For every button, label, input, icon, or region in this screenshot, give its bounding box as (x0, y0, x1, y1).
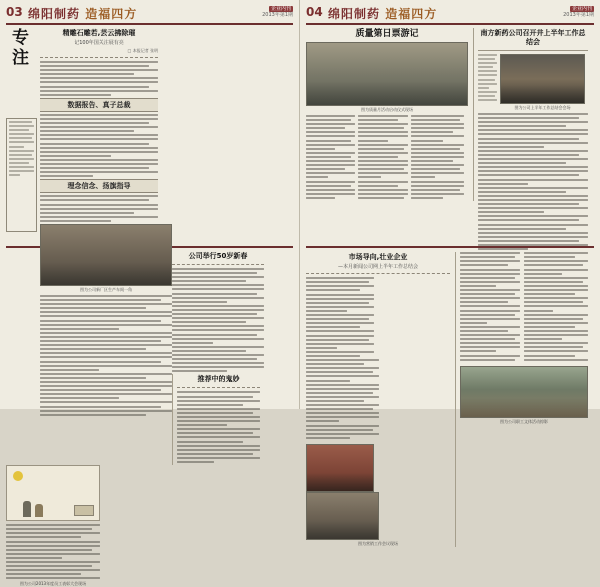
right-top-left-headline: 质量第日票游记 (355, 29, 419, 39)
right-bottom-right-article (456, 252, 588, 425)
editor-note-box (6, 118, 37, 232)
publication-logo-left: 企业内刊 (270, 6, 291, 12)
page-right (300, 0, 600, 546)
bottom-left-caption: 图为公司2013年度员工表彰大会现场 (19, 581, 87, 587)
calligraphy-title: 专注 (8, 28, 28, 68)
right-bottom-headline: 市场导向,壮业企业 (348, 253, 408, 262)
person-figure-icon (23, 501, 31, 517)
right-top-right-photo (500, 54, 585, 104)
bottom-left-headline: 公司举行50岁新春 (188, 252, 248, 260)
bottom-left-article (172, 251, 268, 374)
right-top-left-col-3 (411, 115, 464, 201)
right-bottom-photo-1 (306, 444, 374, 492)
right-top-right-article (474, 28, 588, 252)
right-top-left-caption: 图为质量月活动启动仪式现场 (361, 107, 413, 112)
lead-headline-2: 记100年国关注展有亮 (74, 40, 124, 46)
bottom-mid-headline: 推荐中的鬼妙 (197, 375, 240, 384)
right-bottom-subheadline: —本月新闻公司网上半年工作总结会 (337, 264, 418, 271)
masthead-title-right (328, 5, 437, 22)
masthead-sub-left: 造福四方 (85, 7, 138, 21)
lead-body-b (40, 114, 158, 177)
masthead-sub-right: 造福四方 (385, 7, 438, 21)
masthead-right (306, 5, 594, 25)
right-top-left-photo (306, 42, 468, 106)
right-bottom-right-col-2 (524, 252, 588, 363)
masthead-meta-left (262, 6, 293, 18)
right-top-right-vert-col (478, 54, 500, 103)
section-head-2: 理念信念、扬旗指导 (40, 179, 158, 193)
page-number-left: 03 (6, 5, 23, 19)
right-bottom-right-col-1 (460, 252, 524, 363)
section-head-1: 数据报告、真子总裁 (40, 98, 158, 112)
right-top-left-article (306, 28, 474, 201)
lead-body-a (40, 61, 158, 96)
lead-headline-1: 精雕石雕若,芸云拂除璀 (62, 29, 136, 37)
right-bottom-photo-2 (306, 492, 379, 540)
right-bottom-col-1 (306, 277, 378, 359)
right-top-right-headline: 南方新药公司召开井上半年工作总结会 (480, 29, 586, 46)
lead-body-d (40, 295, 172, 416)
right-bottom-photo-col-2 (306, 492, 379, 540)
right-bottom-photo-col-1 (306, 444, 378, 492)
lead-photo-column (40, 224, 172, 418)
right-top-left-col-2 (358, 115, 411, 201)
bottom-mid-body (177, 391, 260, 463)
bottom-right-cartoon-column (6, 465, 100, 587)
masthead-left (6, 5, 293, 25)
masthead-main-right: 绵阳制药 (328, 7, 381, 21)
right-bottom-left-article (306, 252, 456, 547)
publication-logo-right: 企业内刊 (571, 6, 592, 12)
lead-body-c (40, 195, 158, 222)
vertical-title-column (6, 28, 40, 243)
person-figure-secondary-icon (35, 504, 43, 517)
bottom-right-body (6, 524, 100, 579)
lead-photo (40, 224, 172, 286)
bottom-left-body (172, 268, 264, 372)
book-icon (74, 505, 94, 516)
right-top-left-col-1 (306, 115, 358, 201)
issue-label-right: 2013年第1期 (563, 12, 594, 18)
issue-label-left: 2013年第1期 (262, 12, 293, 18)
cartoon-illustration (6, 465, 100, 521)
right-bottom-col-2 (306, 359, 379, 441)
page-number-right: 04 (306, 5, 323, 19)
lead-photo-caption: 图为公司新厂区生产车间一角 (80, 287, 132, 292)
masthead-meta-right (563, 6, 594, 18)
masthead-main-left: 绵阳制药 (28, 7, 81, 21)
lead-article (40, 28, 162, 224)
right-bottom-right-photo (460, 366, 588, 418)
editor-note-text (9, 121, 34, 176)
right-bottom-right-caption: 图为公司职工文体活动掠影 (500, 418, 548, 424)
right-top-right-caption: 图为公司上半年工作总结会会场 (514, 105, 571, 110)
right-top-right-body (478, 113, 588, 250)
right-bottom-left-caption: 图为营销工作会议现场 (358, 540, 398, 546)
masthead-title-left (28, 5, 137, 22)
sun-icon (13, 471, 23, 481)
bottom-mid-article (172, 374, 264, 465)
right-top-right-photo-col (500, 54, 585, 111)
lead-byline: □ 本报记者 张明 (127, 48, 158, 53)
